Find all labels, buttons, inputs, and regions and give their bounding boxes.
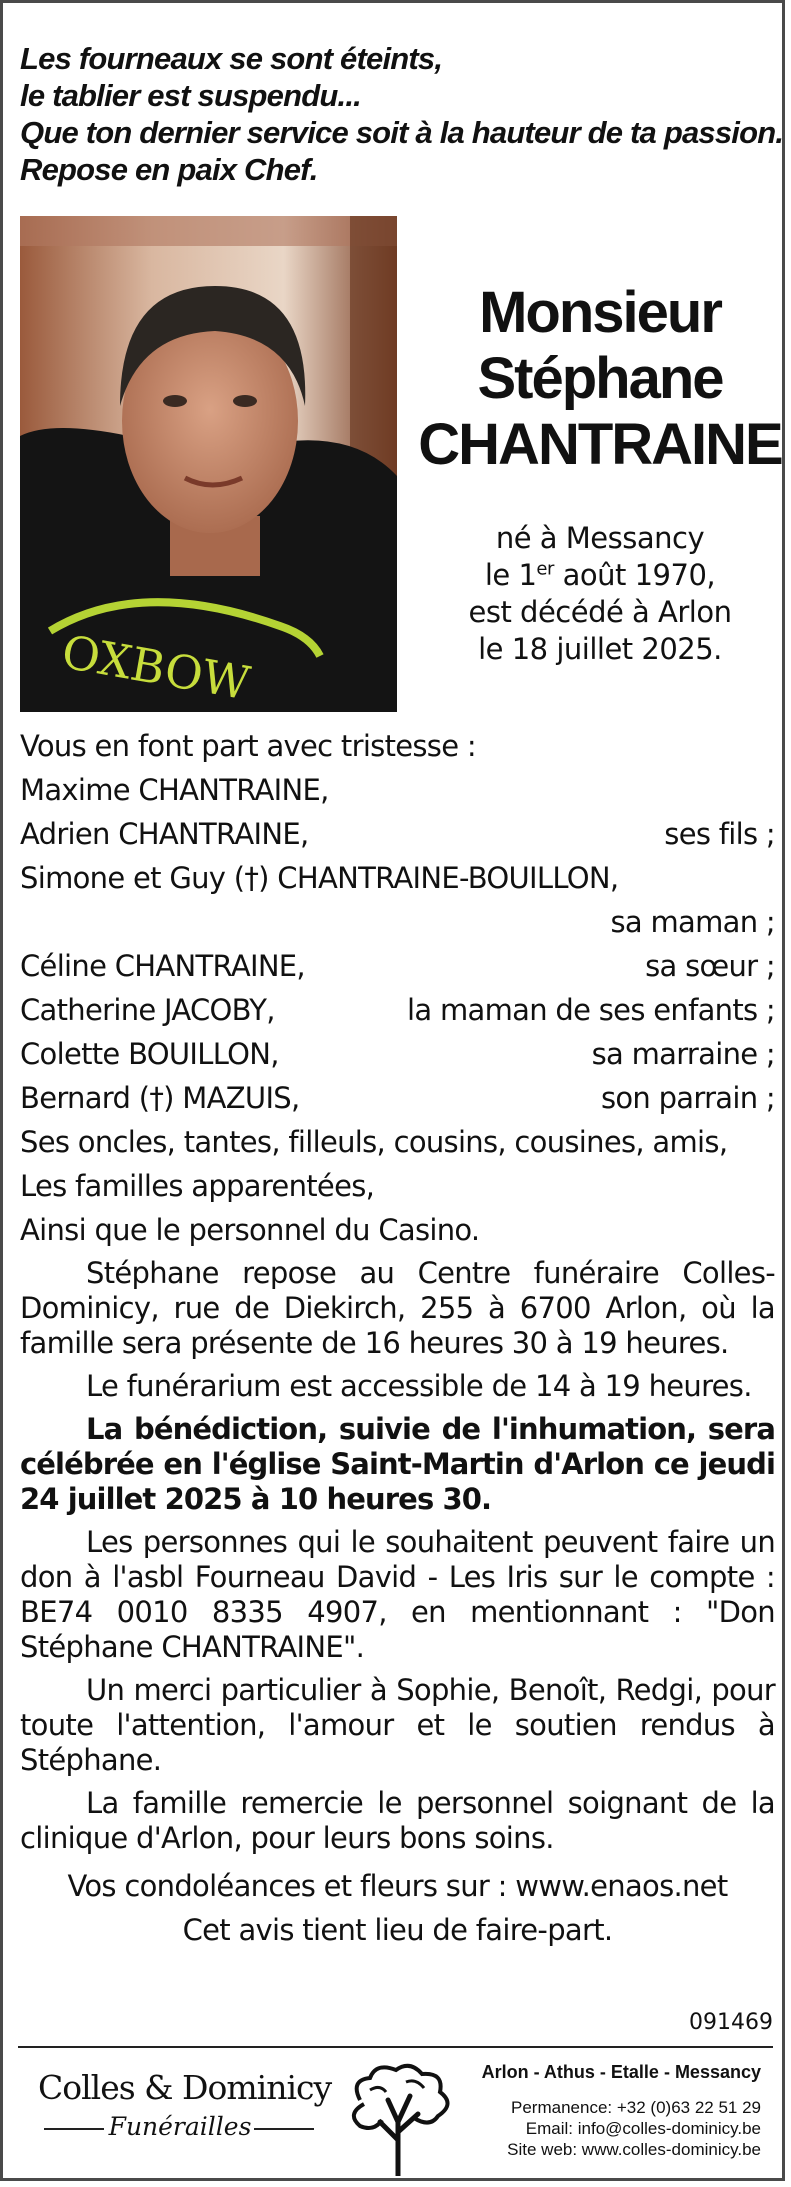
agency-website: Site web: www.colles-dominicy.be: [507, 2140, 761, 2159]
family-relation: ses fils ;: [664, 817, 775, 851]
family-row: [20, 900, 775, 944]
funerarium-paragraph: Le funérarium est accessible de 14 à 19 heures.: [86, 1369, 752, 1403]
death-place: est décédé à Arlon: [468, 595, 732, 629]
family-relation: son parrain ;: [600, 1081, 775, 1115]
portrait-photo: [20, 216, 397, 712]
family-relation: sa marraine ;: [591, 1037, 775, 1071]
funeral-home-logo-subtitle: Funérailles: [108, 2112, 252, 2141]
epigraph-line: Repose en paix Chef.: [20, 152, 318, 187]
care-paragraph: La famille remercie le personnel soignant de la clinique d'Arlon, pour leurs bons soins.: [20, 1786, 775, 1855]
death-date: le 18 juillet 2025.: [478, 632, 722, 666]
logo-rule-right: [254, 2128, 314, 2130]
funeral-home-contact: [482, 2062, 761, 2160]
thanks-paragraph: Un merci particulier à Sophie, Benoît, Redgi, pour toute l'attention, l'amour et le soutien rendus à Stéphane.: [20, 1673, 775, 1777]
family-row: [20, 812, 775, 856]
family-row: [20, 1076, 775, 1120]
family-member-name: Simone et Guy (†) CHANTRAINE-BOUILLON,: [20, 861, 619, 895]
family-relation: sa maman ;: [610, 905, 775, 939]
family-row: [20, 1032, 775, 1076]
ceremony-paragraph: La bénédiction, suivie de l'inhumation, sera célébrée en l'église Saint-Martin d'Arlon ce jeudi 24 juillet 2025 à 10 heures 30.: [20, 1412, 775, 1516]
epigraph-line: Que ton dernier service soit à la hauteur de ta passion.: [20, 115, 784, 150]
donation-paragraph: Les personnes qui le souhaitent peuvent faire un don à l'asbl Fourneau David - Les Iris sur le compte : BE74 0010 8335 4907, en mentionnant : "Don Stéphane CHANTRAINE".: [20, 1525, 775, 1664]
footer-divider: [18, 2046, 773, 2048]
notice-statement: Cet avis tient lieu de faire-part.: [182, 1913, 613, 1947]
family-member-name: Adrien CHANTRAINE,: [20, 817, 309, 851]
notice-body: [20, 724, 775, 1952]
family-row: [20, 768, 775, 812]
epigraph-line: Les fourneaux se sont éteints,: [20, 41, 443, 76]
family-member-name: Céline CHANTRAINE,: [20, 949, 305, 983]
family-row: [20, 988, 775, 1032]
family-relation: la maman de ses enfants ;: [407, 993, 775, 1027]
tree-icon: [340, 2060, 460, 2176]
deceased-last-name: CHANTRAINE: [418, 412, 782, 477]
epigraph-line: le tablier est suspendu...: [20, 78, 361, 113]
family-member-name: Maxime CHANTRAINE,: [20, 773, 329, 807]
family-row: [20, 1120, 775, 1164]
deceased-title: Monsieur: [479, 280, 721, 345]
deceased-name: [410, 280, 790, 478]
family-row: [20, 1208, 775, 1252]
condolences-link: Vos condoléances et fleurs sur : www.enaos.net: [67, 1869, 728, 1903]
family-member-name: Catherine JACOBY,: [20, 993, 275, 1027]
family-member-name: Colette BOUILLON,: [20, 1037, 279, 1071]
family-member-name: Les familles apparentées,: [20, 1169, 375, 1203]
agency-phone: Permanence: +32 (0)63 22 51 29: [511, 2098, 761, 2117]
portrait-illustration: [20, 216, 397, 712]
family-member-name: Ses oncles, tantes, filleuls, cousins, cousines, amis,: [20, 1125, 728, 1159]
birth-death-info: [420, 520, 780, 668]
birth-place: né à Messancy: [495, 521, 705, 555]
shirt-logo-text: OXBOW: [58, 624, 254, 711]
agency-locations: Arlon - Athus - Etalle - Messancy: [481, 2062, 761, 2082]
family-row: [20, 856, 775, 900]
family-row: [20, 944, 775, 988]
reference-number: 091469: [689, 2010, 773, 2035]
family-member-name: Bernard (†) MAZUIS,: [20, 1081, 300, 1115]
family-intro: Vous en font part avec tristesse :: [20, 729, 476, 763]
family-list: [20, 768, 775, 1252]
family-row: [20, 1164, 775, 1208]
repose-paragraph: Stéphane repose au Centre funéraire Colles-Dominicy, rue de Diekirch, 255 à 6700 Arlon, où la famille sera présente de 16 heures 30 à 19 heures.: [20, 1256, 775, 1360]
funeral-home-logo-name: Colles & Dominicy: [38, 2068, 332, 2107]
family-member-name: Ainsi que le personnel du Casino.: [20, 1213, 480, 1247]
epigraph: [20, 40, 784, 188]
family-relation: sa sœur ;: [645, 949, 775, 983]
birth-date: le 1er août 1970,: [484, 558, 716, 592]
deceased-first-name: Stéphane: [477, 346, 723, 411]
agency-email: Email: info@colles-dominicy.be: [525, 2119, 761, 2138]
